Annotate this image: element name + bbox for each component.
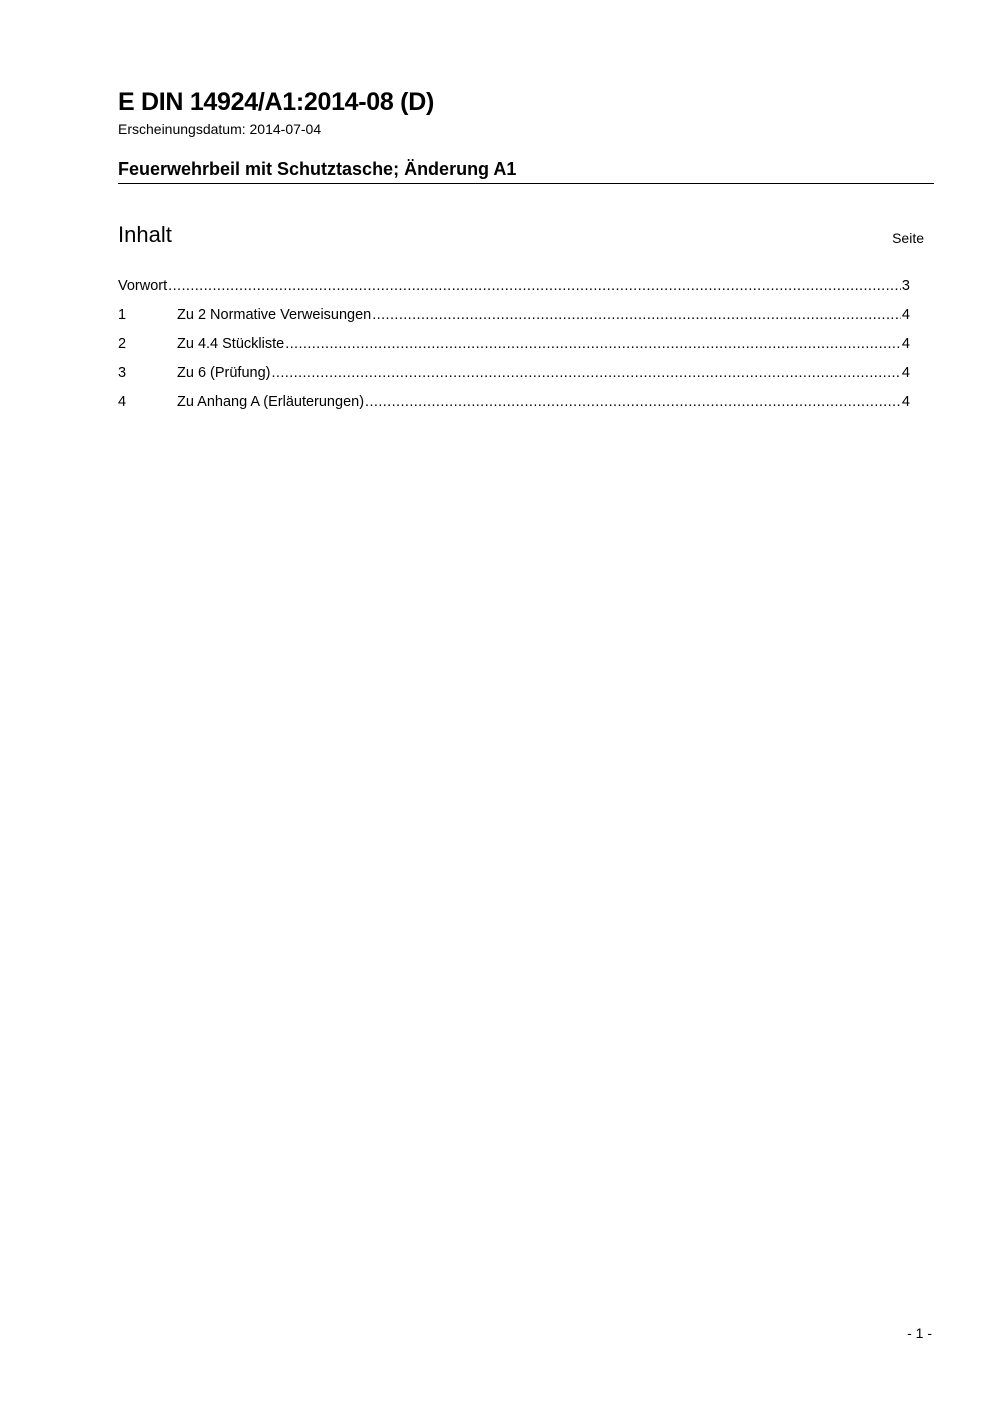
toc-entry-2[interactable] bbox=[118, 336, 910, 365]
toc-entry-text: Zu 4.4 Stückliste bbox=[177, 336, 285, 352]
toc-entry-page: 4 bbox=[901, 307, 910, 323]
title-divider bbox=[118, 183, 934, 184]
toc-entry-1[interactable] bbox=[118, 307, 910, 336]
toc-leader-dots bbox=[285, 336, 901, 352]
toc-entry-number: 4 bbox=[118, 394, 127, 410]
toc-leader-dots bbox=[365, 394, 901, 410]
toc-leader-dots bbox=[272, 365, 901, 381]
toc-entry-text: Zu 6 (Prüfung) bbox=[177, 365, 271, 381]
toc-entry-vorwort[interactable] bbox=[118, 278, 910, 307]
toc-entry-page: 4 bbox=[901, 394, 910, 410]
toc-leader-dots bbox=[168, 278, 901, 294]
toc-heading: Inhalt bbox=[118, 222, 172, 247]
toc-entry-page: 4 bbox=[901, 365, 910, 381]
toc-entry-4[interactable] bbox=[118, 394, 910, 423]
toc-entry-3[interactable] bbox=[118, 365, 910, 394]
toc-entry-number: 3 bbox=[118, 365, 127, 381]
publication-date: Erscheinungsdatum: 2014-07-04 bbox=[118, 121, 322, 137]
document-title: E DIN 14924/A1:2014-08 (D) bbox=[118, 88, 434, 116]
toc-leader-dots bbox=[372, 307, 901, 323]
toc-entry-number: 2 bbox=[118, 336, 127, 352]
toc-entry-text: Zu 2 Normative Verweisungen bbox=[177, 307, 372, 323]
toc-entry-number: 1 bbox=[118, 307, 127, 323]
toc-entry-page: 3 bbox=[901, 278, 910, 294]
toc-entry-page: 4 bbox=[901, 336, 910, 352]
toc-entry-text: Zu Anhang A (Erläuterungen) bbox=[177, 394, 365, 410]
table-of-contents bbox=[118, 278, 910, 423]
toc-page-label: Seite bbox=[892, 230, 924, 246]
document-subtitle: Feuerwehrbeil mit Schutztasche; Änderung A1 bbox=[118, 159, 517, 179]
toc-entry-text: Vorwort bbox=[118, 278, 168, 294]
page-number: - 1 - bbox=[907, 1325, 932, 1341]
